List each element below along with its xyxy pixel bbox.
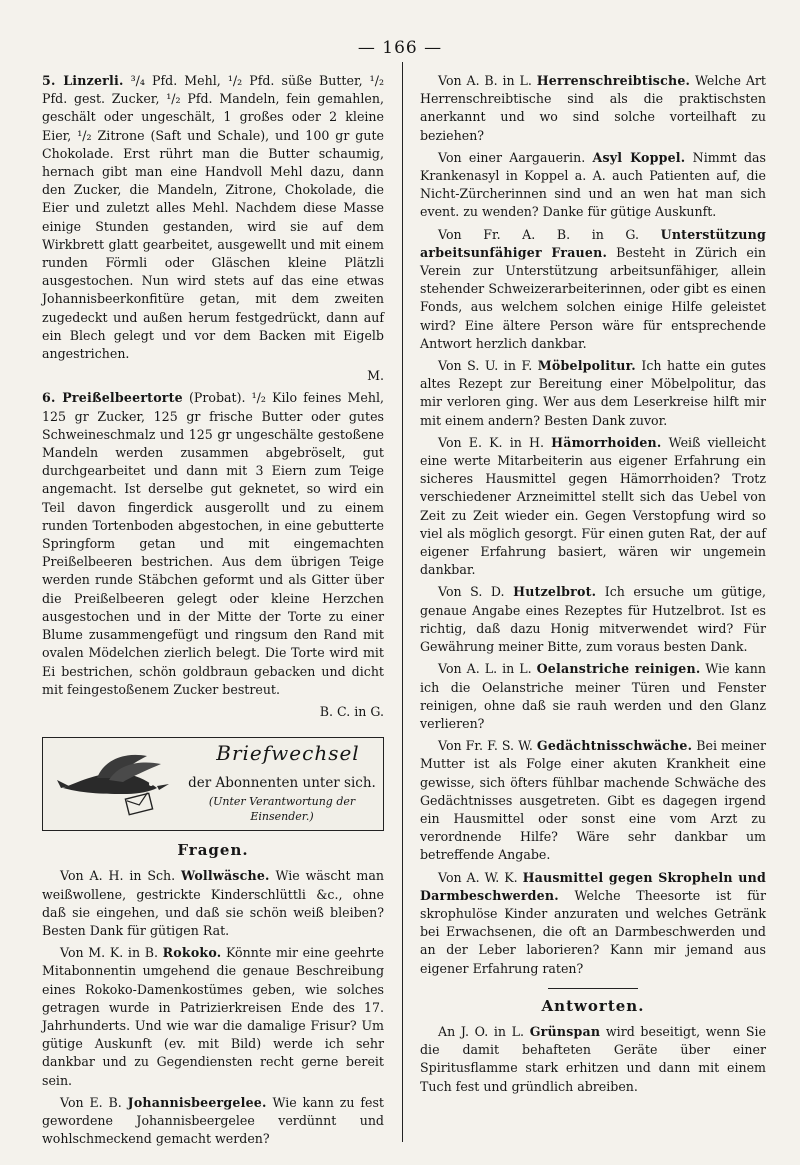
question-text: Weiß vielleicht eine werte Mitarbeiterin aus eigener Erfahrung ein sicheres Hausmittel gegen Hämorrhoiden? Trotz verschiedener Arzneimittel stellt sich das Uebel von Zeit zu Zeit wieder ein. Gegen Verstopfung wird so viel als möglich gesorgt. Für einen guten Rat, der auf eigener Erfahrung basiert, wären wir ungemein dankbar. (420, 434, 766, 578)
answer-recipient: An J. O. in L. (438, 1023, 530, 1039)
question-text: Welche Art Herrenschreibtische sind als die praktischsten anerkannt und wo sind solche vorteilhaft zu beziehen? (420, 73, 766, 143)
question-sender: Von E. K. in H. (438, 434, 552, 450)
question-sender: Von A. L. in L. (438, 661, 537, 677)
question-sender: Von Fr. A. B. in G. (438, 226, 661, 242)
recipe-title: 6. Preißelbeertorte (42, 390, 183, 406)
question-topic: Asyl Koppel. (592, 149, 686, 165)
question-sender: Von einer Aargauerin. (438, 149, 593, 165)
section-title: Briefwechsel (216, 741, 360, 766)
question-entry (420, 149, 766, 222)
question-sender: Von Fr. F. S. W. (438, 738, 537, 754)
question-topic: Wollwäsche. (181, 868, 270, 884)
question-entry (420, 660, 766, 733)
question-topic: Hämorrhoiden. (551, 434, 662, 450)
question-sender: Von S. D. (438, 584, 514, 600)
question-topic: Gedächtnisschwäche. (536, 738, 693, 754)
bird-with-letter-icon (57, 748, 177, 820)
antworten-heading: Antworten. (541, 996, 645, 1015)
question-topic: Unterstützung arbeitsunfähiger Frauen. (420, 226, 766, 260)
question-topic: Herrenschreibtische. (536, 73, 691, 88)
question-text: Könnte mir eine geehrte Mitabonnentin umgehend die genaue Beschreibung eines Rokoko-Damenkostümes geben, wie solches getragen wurde in Patrizierkreisen Ende des 17. Jahrhunderts. Und wie war die damalige Frisur? Um gütige Auskunft (ev. mit Bild) werde ich sehr dankbar und zu Gegendiensten recht gerne bereit sein. (42, 945, 384, 1088)
question-text: Bei meiner Mutter ist als Folge einer akuten Krankheit eine gewisse, sich öfters fühlbar machende Schwäche des Gedächtnisses ausgetreten. Gibt es dagegen irgend ein Hausmittel oder sonst eine vom Arzt zu verordnende Hilfe? Wäre sehr dankbar um betreffende Angabe. (420, 738, 767, 863)
question-entry (420, 737, 766, 864)
recipe-text: (Probat). ¹/₂ Kilo feines Mehl, 125 gr Zucker, 125 gr frische Butter oder gutes Schweineschmalz und 125 gr ungeschälte gestoßene Mandeln werden zusammen abgebröselt, gut durchgearbeitet und dann mit 3 Eiern zum Teige angemacht. Ist derselbe gut geknetet, so wird ein Teil davon fingerdick ausgerollt und zu einem runden Tortenboden abgestochen, in eine gebutterte Springform getan und mit eingemachten Preißelbeeren bestrichen. Aus dem übrigen Teige werden runde Stäbchen geformt und als Gitter über die Preißelbeeren gelegt oder kleine Herzchen ausgestochen und in der Mitte der Torte zu einer Blume zusammengefügt und ringsum den Rand mit ovalen Mödelchen zierlich belegt. Die Torte wird mit Ei bestrichen, schön goldbraun gebacken und dicht mit feingestoßenem Zucker bestreut. (42, 390, 384, 697)
question-text: Ich hatte ein gutes altes Rezept zur Bereitung einer Möbelpolitur, das mir verloren ging. Wer aus dem Leserkreise hilft mir mit einem andern? Besten Dank zuvor. (420, 358, 766, 428)
question-text: Wie wäscht man weißwollene, gestrickte Kinderschlüttli &c., ohne daß sie eingehen, und daß sie schön weiß bleiben? Besten Dank für gütigen Rat. (42, 868, 384, 938)
answer-entry (420, 1023, 766, 1096)
fragen-heading: Fragen. (177, 841, 249, 860)
recipe-text: ³/₄ Pfd. Mehl, ¹/₂ Pfd. süße Butter, ¹/₂ Pfd. gest. Zucker, ¹/₂ Pfd. Mandeln, fein gemahlen, geschält oder ungeschält, 1 großes oder 2 kleine Eier, ¹/₂ Zitrone (Saft und Schale), und 100 gr gute Chokolade. Erst rührt man die Butter schaumig, hernach gibt man eine Handvoll Mehl dazu, dann den Zucker, die Mandeln, Zitrone, Chokolade, die Eier und zuletzt alles Mehl. Nachdem diese Masse einige Stunden gestanden, wird sie auf dem Wirkbrett glatt gearbeitet, ausgewellt und mit einem runden Förmli oder Gläschen kleine Plätzli ausgestochen. Nun wird stets auf das eine etwas Johannisbeerkonfitüre getan, mit dem zweiten zugedeckt und außen herum festgedrückt, dann auf ein Blech gelegt und vor dem Backen mit Eigelb angestrichen. (42, 73, 384, 362)
column-divider (402, 62, 403, 1142)
question-text: Wie kann zu fest gewordene Johannisbeergelee verdünnt und wohlschmeckend gemacht werden? (42, 1094, 384, 1147)
question-topic: Oelanstriche reinigen. (536, 661, 701, 677)
briefwechsel-banner (42, 737, 384, 831)
question-topic: Rokoko. (162, 945, 222, 961)
question-entry (420, 357, 766, 430)
answer-text: wird beseitigt, wenn Sie die damit behafteten Geräte über einer Spiritusflamme stark erhitzen und dann mit einem Tuch fest und gründlich abreiben. (420, 1023, 767, 1094)
question-text: Wie kann ich die Oelanstriche meiner Türen und Fenster reinigen, ohne daß sie rauh werden und den Glanz verlieren? (420, 661, 767, 731)
question-entry (42, 867, 384, 940)
question-sender: Von A. H. in Sch. (60, 868, 182, 884)
question-text: Nimmt das Krankenasyl in Koppel a. A. auch Patienten auf, die Nicht-Zürcherinnen sind und an wen hat man sich event. zu wenden? Danke für gütige Auskunft. (420, 149, 766, 220)
question-entry (42, 1094, 384, 1149)
question-topic: Hausmittel gegen Skropheln und Darmbeschwerden. (420, 869, 766, 903)
recipe-title: 5. Linzerli. (42, 73, 124, 88)
recipe-preisselbeertorte (42, 389, 384, 698)
question-sender: Von S. U. in F. (438, 358, 538, 374)
question-topic: Johannisbeergelee. (127, 1094, 267, 1110)
question-sender: Von M. K. in B. (60, 945, 163, 961)
section-subtitle: der Abonnenten unter sich. (188, 775, 376, 792)
question-text: Besteht in Zürich ein Verein zur Unterstützung arbeitsunfähiger, allein stehender Schweizerarbeiterinnen, oder gibt es einen Fonds, aus welchem solchen einige Hilfe geleistet wird? Eine ältere Person wäre für entsprechende Antwort herzlich dankbar. (420, 244, 766, 351)
question-topic: Möbelpolitur. (537, 358, 636, 374)
left-column (42, 72, 384, 1152)
question-entry (42, 944, 384, 1090)
question-entry (420, 869, 766, 978)
question-sender: Von A. W. K. (438, 869, 523, 885)
question-entry (420, 226, 766, 353)
section-note: (Unter Verantwortung der Einsender.) (208, 795, 356, 824)
section-separator (548, 988, 638, 989)
question-entry (420, 434, 766, 580)
question-entry (420, 72, 766, 145)
recipe-linzerli (42, 72, 384, 363)
recipe-signature: M. (367, 368, 384, 384)
question-text: Ich ersuche um gütige, genaue Angabe eines Rezeptes für Hutzelbrot. Ist es richtig, daß dazu Honig mitverwendet wird? Für Gewährung meiner Bitte, zum voraus besten Dank. (420, 584, 766, 655)
question-text: Welche Theesorte ist für skrophulöse Kinder anzuraten und welches Getränk bei Erwachsenen, die oft an Darmbeschwerden und an der Leber laborieren? Kann mir jemand aus eigener Erfahrung raten? (420, 887, 766, 976)
question-sender: Von A. B. in L. (438, 73, 537, 88)
page-number: — 166 — (357, 38, 443, 58)
recipe-signature: B. C. in G. (319, 703, 384, 719)
answer-topic: Grünspan (529, 1023, 601, 1039)
question-entry (420, 583, 766, 656)
question-sender: Von E. B. (60, 1094, 128, 1110)
right-column (420, 72, 766, 1100)
question-topic: Hutzelbrot. (513, 584, 597, 600)
